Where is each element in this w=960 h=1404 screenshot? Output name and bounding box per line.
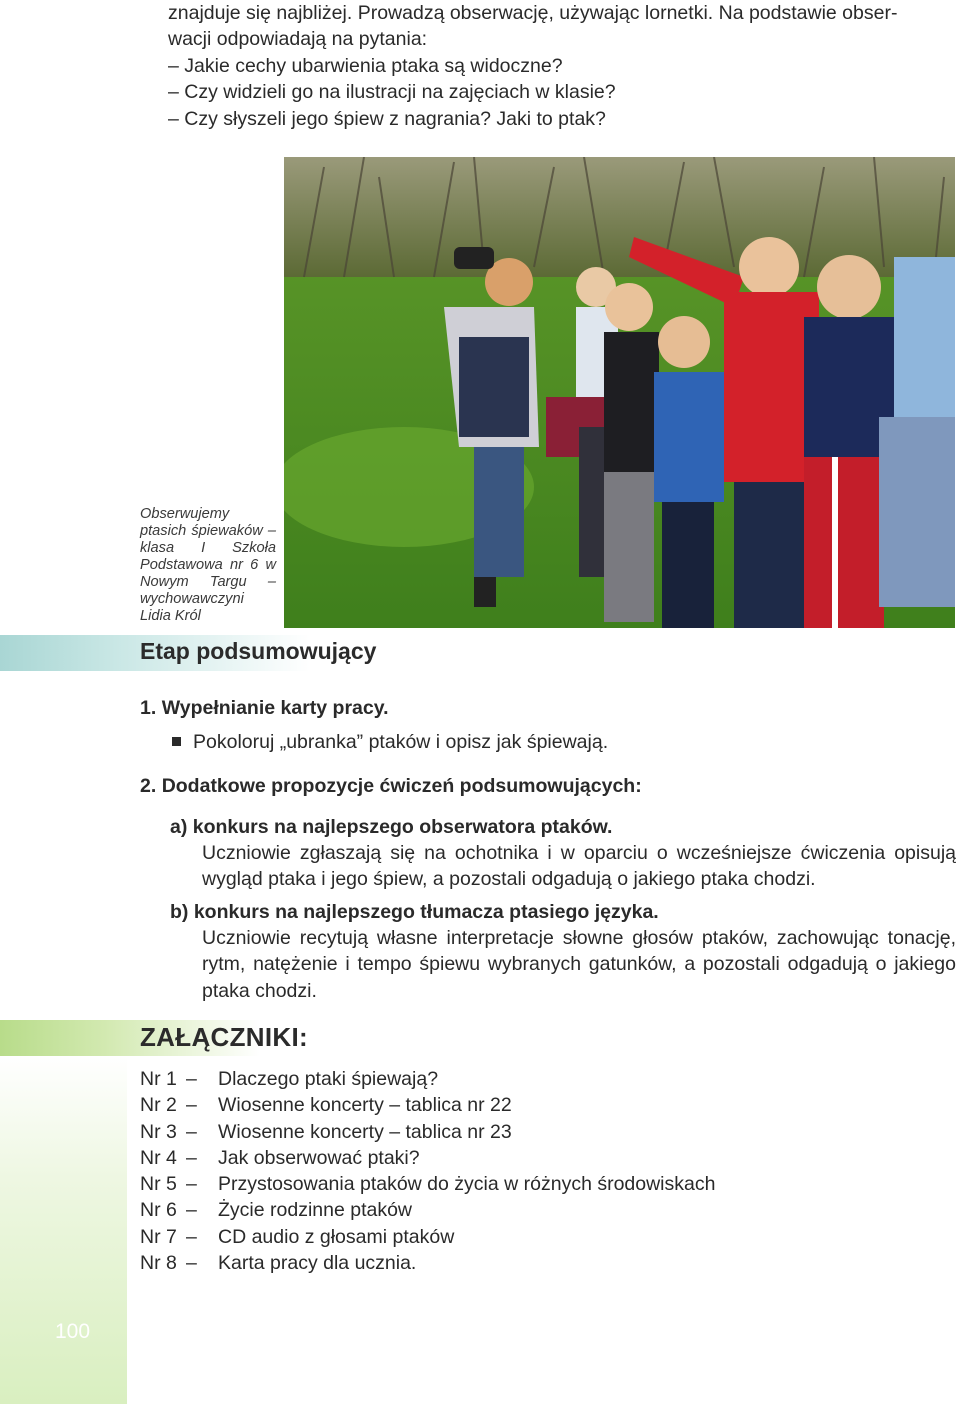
item-2-number: 2. — [140, 775, 157, 797]
attachment-number: Nr 8 — [140, 1252, 177, 1275]
attachment-text: Karta pracy dla ucznia. — [218, 1252, 417, 1275]
attachment-number: Nr 4 — [140, 1146, 177, 1169]
attachment-number: Nr 1 — [140, 1068, 177, 1090]
birdwatching-photo — [284, 157, 955, 628]
attachment-dash: – — [186, 1225, 197, 1248]
page-margin-strip — [0, 1056, 127, 1404]
attachments-title: ZAŁĄCZNIKI: — [140, 1022, 308, 1052]
attachment-item — [140, 1224, 715, 1250]
attachment-dash: – — [186, 1068, 197, 1090]
attachment-number: Nr 7 — [140, 1225, 177, 1248]
page-number: 100 — [55, 1320, 91, 1343]
item-1-title: Wypełnianie karty pracy. — [161, 697, 389, 719]
question-3: – Czy słyszeli jego śpiew z nagrania? Jaki to ptak? — [168, 107, 606, 130]
intro-paragraph — [168, 0, 958, 132]
item-2-title: Dodatkowe propozycje ćwiczeń podsumowujących: — [161, 775, 642, 797]
attachment-text: Wiosenne koncerty – tablica nr 23 — [218, 1120, 512, 1143]
attachment-text: Jak obserwować ptaki? — [218, 1146, 420, 1169]
section-title: Etap podsumowujący — [140, 638, 377, 664]
item-1-task-text: Pokoloruj „ubranka” ptaków i opisz jak śpiewają. — [193, 731, 609, 753]
attachment-dash: – — [186, 1094, 197, 1117]
attachment-dash: – — [186, 1120, 197, 1143]
subitem-a-body: Uczniowie zgłaszają się na ochotnika i w oparciu o wcześniejsze ćwiczenia opisują wygląd ptaka i jego śpiew, a pozostali odgadują o jakiego ptaka chodzi. — [202, 842, 956, 891]
attachment-number: Nr 3 — [140, 1120, 177, 1143]
attachment-item — [140, 1066, 715, 1092]
attachment-text: Życie rodzinne ptaków — [218, 1199, 413, 1222]
intro-line-2: wacji odpowiadają na pytania: — [168, 28, 428, 51]
attachment-text: Dlaczego ptaki śpiewają? — [218, 1068, 439, 1090]
attachments-list — [140, 1066, 715, 1276]
square-bullet-icon — [172, 737, 181, 746]
attachment-number: Nr 5 — [140, 1173, 177, 1196]
attachment-text: Wiosenne koncerty – tablica nr 22 — [218, 1094, 512, 1117]
item-2-heading — [140, 775, 642, 798]
photo-caption: Obserwujemy ptasich śpiewaków – klasa I Szkoła Podstawowa nr 6 w Nowym Targu – wychowawczyni Lidia Król — [140, 506, 276, 624]
attachment-dash: – — [186, 1199, 197, 1222]
attachment-number: Nr 2 — [140, 1094, 177, 1117]
item-1-number: 1. — [140, 697, 157, 719]
subitem-b-heading: b) konkurs na najlepszego tłumacza ptasiego języka. — [170, 901, 659, 923]
attachment-item — [140, 1119, 715, 1145]
attachment-number: Nr 6 — [140, 1199, 177, 1222]
subitem-b-body: Uczniowie recytują własne interpretacje słowne głosów ptaków, zachowując tonację, rytm, natężenie i tempo śpiewu wybranych gatunków, a pozostali odgadują o jakiego ptaka chodzi. — [202, 927, 956, 1002]
attachment-item — [140, 1250, 715, 1276]
attachment-item — [140, 1171, 715, 1197]
item-1-task — [172, 729, 608, 755]
item-1-heading — [140, 697, 389, 720]
attachment-text: Przystosowania ptaków do życia w różnych środowiskach — [218, 1173, 716, 1196]
question-1: – Jakie cechy ubarwienia ptaka są widoczne? — [168, 54, 563, 77]
attachment-item — [140, 1145, 715, 1171]
attachment-dash: – — [186, 1173, 197, 1196]
attachment-item — [140, 1092, 715, 1118]
intro-line-1: znajduje się najbliżej. Prowadzą obserwację, używając lornetki. Na podstawie obser- — [168, 2, 898, 24]
subitem-a-heading: a) konkurs na najlepszego obserwatora ptaków. — [170, 816, 613, 838]
attachment-item — [140, 1197, 715, 1223]
attachment-dash: – — [186, 1252, 197, 1275]
attachment-text: CD audio z głosami ptaków — [218, 1225, 455, 1248]
question-2: – Czy widzieli go na ilustracji na zajęciach w klasie? — [168, 81, 616, 104]
attachment-dash: – — [186, 1146, 197, 1169]
